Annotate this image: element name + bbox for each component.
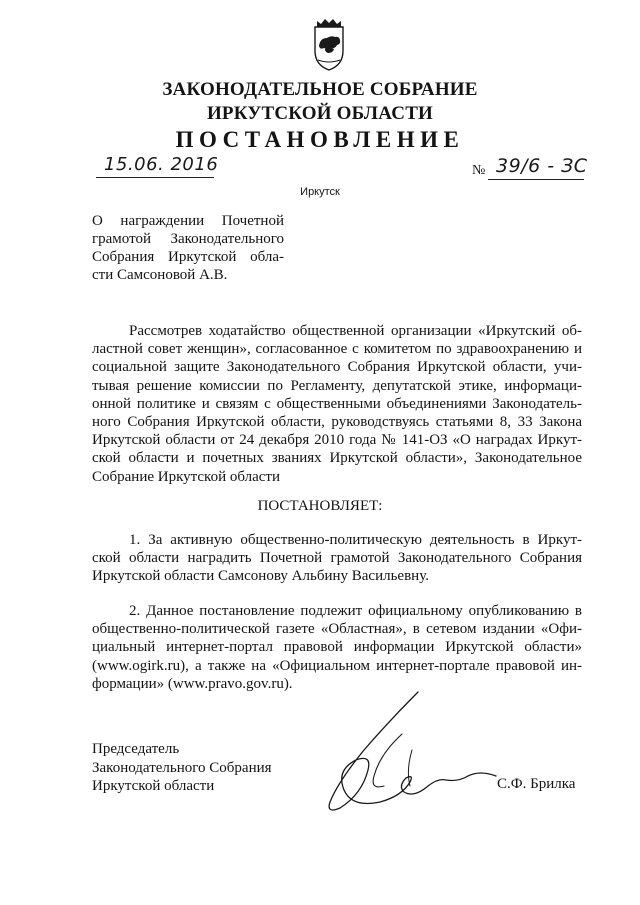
paragraph-line: Иркутской области Самсонову Альбину Васильевну. bbox=[92, 568, 429, 585]
paragraph-line: 2. Данное постановление подлежит официальному опубликованию в bbox=[129, 603, 582, 619]
signatory-title-line: Законодательного Собрания bbox=[92, 759, 272, 776]
organization-name-line-1: ЗАКОНОДАТЕЛЬНОЕ СОБРАНИЕ bbox=[162, 79, 478, 100]
paragraph-line: 1. За активную общественно-политическую деятельность в Иркут- bbox=[129, 532, 582, 548]
resolution-item-1 bbox=[92, 531, 582, 586]
subject-line: грамотой Законодательного bbox=[92, 231, 284, 247]
paragraph-line: Рассмотрев ходатайство общественной организации «Иркутский об- bbox=[129, 323, 582, 339]
paragraph-line: общественно-политической газете «Областная», в сетевом издании «Офи- bbox=[92, 621, 582, 638]
document-number: 39/6 - ЗС bbox=[496, 155, 588, 177]
city-label: Иркутск bbox=[300, 186, 340, 198]
date-underline bbox=[96, 177, 214, 178]
paragraph-line: онной политике и связям с общественными объединениями Законодатель- bbox=[92, 395, 582, 412]
paragraph-line: ской области и почетных званиях Иркутской области», Законодательное bbox=[92, 450, 582, 467]
paragraph-line: формации» (www.pravo.gov.ru). bbox=[92, 675, 293, 692]
paragraph-line: циальный интернет-портал правовой информации Иркутской области» bbox=[92, 639, 582, 656]
document-subject bbox=[92, 212, 284, 284]
paragraph-line: (www.ogirk.ru), а также на «Официальном интернет-портале правовой ин- bbox=[92, 657, 582, 674]
signatory-title bbox=[92, 740, 272, 796]
paragraph-line: Иркутской области от 24 декабря 2010 года № 141-ОЗ «О наградах Иркут- bbox=[92, 432, 582, 449]
signatory-title-line: Иркутской области bbox=[92, 778, 215, 794]
paragraph-line: ного Собрания Иркутской области, руководствуясь статьями 8, 33 Закона bbox=[92, 414, 582, 431]
resolve-heading: ПОСТАНОВЛЯЕТ: bbox=[257, 498, 383, 514]
paragraph-line: ластной совет женщин», согласованное с комитетом по здравоохранению и bbox=[92, 341, 582, 358]
signatory-name: С.Ф. Брилка bbox=[497, 776, 576, 792]
preamble-paragraph bbox=[92, 322, 582, 486]
handwritten-signature bbox=[310, 690, 510, 830]
paragraph-line: ской области наградить Почетной грамотой Законодательного Собрания bbox=[92, 550, 582, 567]
subject-line: сти Самсоновой А.В. bbox=[92, 267, 228, 283]
paragraph-line: тывая решение комиссии по Регламенту, депутатской этике, информаци- bbox=[92, 377, 582, 394]
paragraph-line: Собрание Иркутской области bbox=[92, 468, 281, 485]
signatory-title-line: Председатель bbox=[92, 741, 180, 757]
number-sign: № bbox=[472, 163, 486, 178]
subject-line: Собрания Иркутской обла- bbox=[92, 249, 284, 265]
subject-line: О награждении Почетной bbox=[92, 213, 284, 229]
number-underline bbox=[488, 179, 584, 180]
paragraph-line: социальной защите Законодательного Собрания Иркутской области, учи- bbox=[92, 359, 582, 376]
resolution-item-2 bbox=[92, 602, 582, 693]
document-date: 15.06. 2016 bbox=[104, 154, 219, 175]
organization-name-line-2: ИРКУТСКОЙ ОБЛАСТИ bbox=[206, 103, 434, 124]
coat-of-arms-emblem bbox=[304, 13, 354, 73]
document-type-title: ПОСТАНОВЛЕНИЕ bbox=[175, 127, 465, 152]
